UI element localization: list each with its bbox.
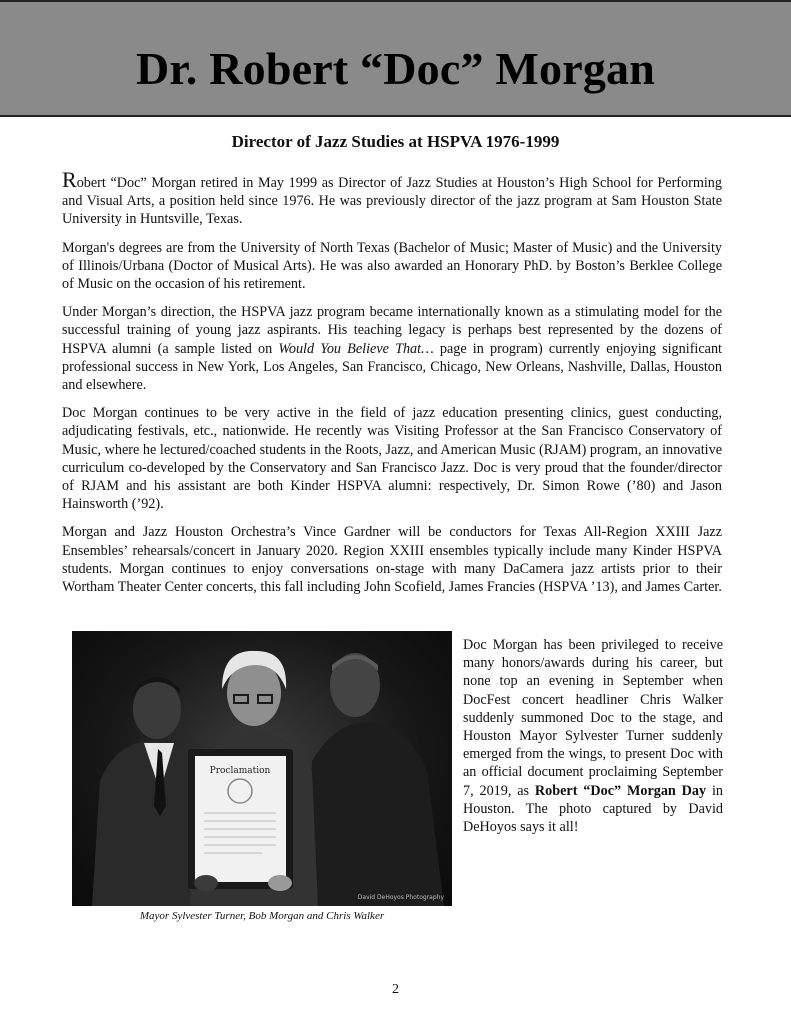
photo-watermark: David DeHoyos Photography: [357, 894, 444, 901]
page-title: Dr. Robert “Doc” Morgan: [135, 43, 656, 94]
subtitle: Director of Jazz Studies at HSPVA 1976-1999: [231, 132, 560, 151]
page-number: 2: [392, 982, 399, 997]
program-page-reference: Would You Believe That…: [278, 340, 434, 357]
paragraph-1-text: obert “Doc” Morgan retired in May 1999 as Director of Jazz Studies at Houston’s High School for Performing and Visual Arts, a position held since 1976. He was previously director of the jazz program at Sam Houston State University in Huntsville, Texas.: [62, 175, 722, 228]
sidebar-text-b: in Houston. The photo captured by David DeHoyos says it all!: [463, 782, 723, 836]
sidebar-text-a: Doc Morgan has been privileged to receive many honors/awards during his career, but none top an evening in September when DocFest concert headliner Chris Walker suddenly summoned Doc to the stage, and Houston Mayor Sylvester Turner suddenly emerged from the wings, to present Doc with an official document proclaiming September 7, 2019, as: [463, 637, 723, 799]
drop-cap: R: [62, 167, 77, 192]
article-body: [62, 167, 722, 606]
award-photo: [72, 631, 452, 906]
photo-caption: Mayor Sylvester Turner, Bob Morgan and Chris Walker: [139, 910, 385, 922]
title-banner: [0, 0, 791, 117]
paragraph-3: [62, 303, 722, 394]
paragraph-3-text-b: page in program) currently enjoying significant professional success in New York, Los Angeles, San Francisco, Chicago, New Orleans, Nashville, Dallas, Houston and elsewhere.: [62, 340, 722, 394]
paragraph-5: Morgan and Jazz Houston Orchestra’s Vince Gardner will be conductors for Texas All-Region XXIII Jazz Ensembles’ rehearsals/concert in January 2020. Region XXIII ensembles typically include many Kinder HSPVA students. Morgan continues to enjoy conversations on-stage with many DaCamera jazz artists prior to their Wortham Theater Center concerts, this fall including John Scofield, James Francies (HSPVA ’13), and James Carter.: [62, 524, 722, 596]
paragraph-1: [62, 167, 722, 229]
paragraph-2: Morgan's degrees are from the University of North Texas (Bachelor of Music; Master of Music) and the University of Illinois/Urbana (Doctor of Musical Arts). He was also awarded an Honorary PhD. by Boston’s Berklee College of Music on the occasion of his retirement.: [62, 239, 722, 293]
morgan-day-highlight: Robert “Doc” Morgan Day: [534, 782, 707, 799]
proclamation-text: Proclamation: [209, 766, 271, 776]
paragraph-3-text-a: Under Morgan’s direction, the HSPVA jazz program became internationally known as a stimulating model for the successful training of young jazz aspirants. His teaching legacy is perhaps best represented by the dozens of HSPVA alumni (a sample listed on: [62, 304, 722, 357]
photo-illustration: [72, 631, 452, 906]
sidebar-paragraph: [463, 636, 723, 836]
paragraph-4: Doc Morgan continues to be very active in the field of jazz education presenting clinics, guest conducting, adjudicating festivals, etc., nationwide. He recently was Visiting Professor at the San Francisco Conservatory of Music, where he lectured/coached students in the Roots, Jazz, and American Music (RJAM) program, an innovative curriculum co-developed by the Conservatory and San Francisco Jazz. Doc is very proud that the founder/director of RJAM and his assistant are both Kinder HSPVA alumni: respectively, Dr. Simon Rowe (’80) and Jason Hainsworth (’92).: [62, 405, 722, 513]
